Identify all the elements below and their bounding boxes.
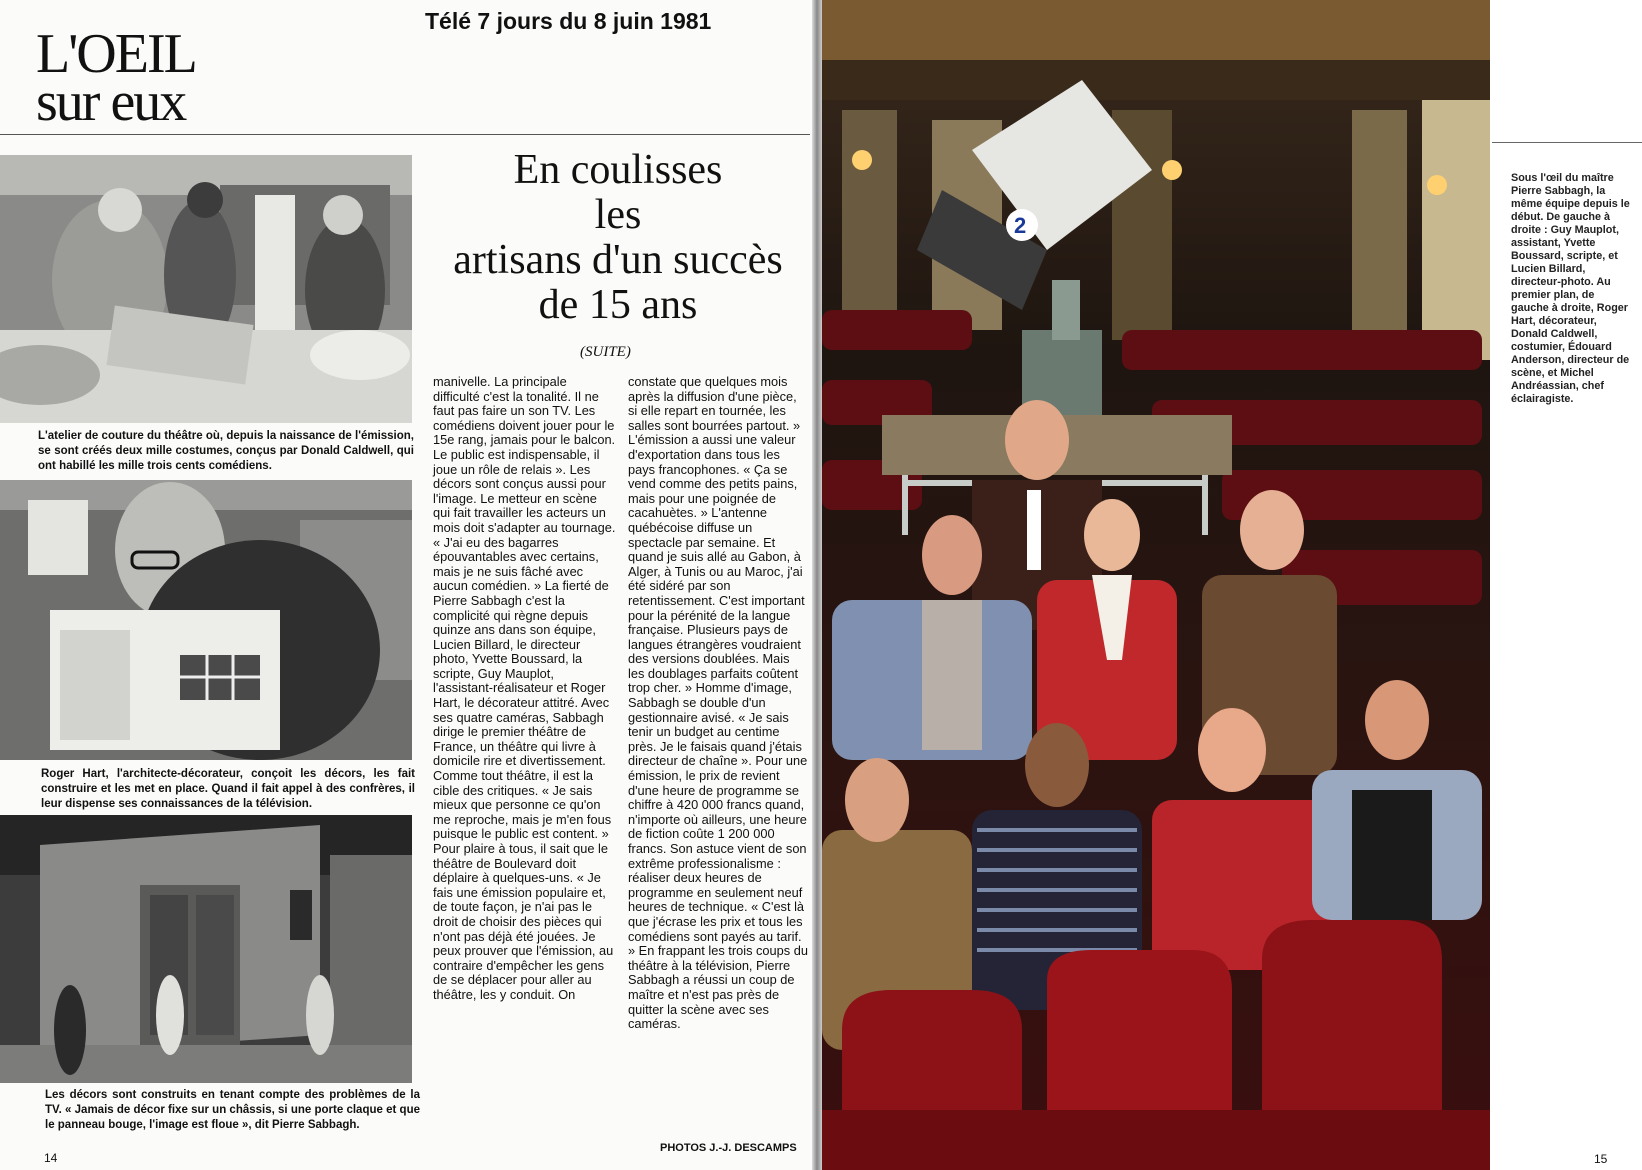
photo-set-construction	[0, 815, 412, 1083]
photo-sewing-workshop	[0, 155, 412, 423]
header-title: Télé 7 jours du 8 juin 1981	[425, 8, 712, 34]
photo-roger-hart-image	[0, 480, 412, 760]
photo-caption-sewing: L'atelier de couture du théâtre où, depuis la naissance de l'émission, se sont créés deux mille costumes, conçus par Donald Caldwell, qui ont habillé les mille trois cents comédiens.	[38, 430, 414, 472]
headline-line-1: En coulisses	[513, 147, 723, 193]
photo-caption-roger-hart: Roger Hart, l'architecte-décorateur, conçoit les décors, les fait construire et les met en place. Quand il fait appel à des confrères, il leur dispense ses connaissances de la télévision.	[41, 768, 415, 810]
header-rule	[0, 134, 810, 135]
side-caption-rule	[1492, 142, 1642, 143]
page-number-left: 14	[44, 1151, 58, 1165]
article-column-2: constate que quelques mois après la diffusion d'une pièce, si elle repart en tournée, les salles sont bourrées partout. » L'émission a aussi une valeur d'exportation dans tous les pays francophones. « Ça se vend comme des petits pains, mais pour une poignée de cacahuètes. » L'antenne québécoise diffuse un spectacle par semaine. Et quand je suis allé au Gabon, à Alger, à Tunis ou au Maroc, j'ai été sidéré par son retentissement. C'est important pour la pérénité de la langue française. Plusieurs pays de langues étrangères voudraient des versions doublées. Mais les doublages parfaits coûtent trop cher. » Homme d'image, Sabbagh se double d'un gestionnaire avisé. « Je sais tenir un budget au centime près. Je le faisais quand j'étais directeur de chaîne ». Pour une émission, le prix de revient d'une heure de programme se chiffre à 420 000 francs quand, n'importe où ailleurs, une heure de fiction coûte 1 200 000 francs. Son astuce vient de son extrême professionalisme : réaliser deux heures de programme en seulement neuf heures de technique. « C'est là que j'écrase les prix et tous les comédiens sont payés au tarif. » En frappant les trois coups du théâtre à la télévision, Pierre Sabbagh a réussi un coup de maître et n'est pas près de quitter la scène avec ses caméras.	[628, 374, 808, 1032]
headline-line-2: les	[594, 192, 642, 238]
photo-sewing-workshop-image	[0, 155, 412, 423]
article-headline	[418, 148, 818, 328]
photo-side-caption: Sous l'œil du maître Pierre Sabbagh, la même équipe depuis le début. De gauche à droite : Guy Mauplot, assistant, Yvette Boussard, scripte, et Lucien Billard, directeur-photo. Au premier plan, de gauche à droite, Roger Hart, décorateur, Donald Caldwell, costumier, Édouard Anderson, directeur de scène, et Michel Andréassian, chef éclairagiste.	[1511, 172, 1630, 405]
page-number-right: 15	[1594, 1152, 1608, 1166]
photo-set-construction-image	[0, 815, 412, 1083]
photo-team-in-theatre	[822, 0, 1490, 1170]
article-suite-label: (SUITE)	[580, 344, 631, 360]
photo-team-in-theatre-image	[822, 0, 1490, 1170]
photo-roger-hart	[0, 480, 412, 760]
photo-caption-set-construction: Les décors sont construits en tenant compte des problèmes de la TV. « Jamais de décor fixe sur un châssis, si une porte claque et que le panneau bouge, l'image est floue », dit Pierre Sabbagh.	[45, 1089, 420, 1131]
article-column-1: manivelle. La principale difficulté c'est la tonalité. Il ne faut pas faire un son TV. Les comédiens doivent jouer pour le 15e rang, jamais pour le balcon. Le public est indispensable, il joue un rôle de relais ». Les décors sont conçus aussi pour l'image. Le metteur en scène qui fait travailler les acteurs un mois doit s'adapter au tournage. « J'ai eu des bagarres épouvantables avec certains, mais je ne suis fâché avec aucun comédien. » La fierté de Pierre Sabbagh c'est la complicité qui règne depuis quinze ans dans son équipe, Lucien Billard, le directeur photo, Yvette Boussard, la scripte, Guy Mauplot, l'assistant-réalisateur et Roger Hart, le décorateur attitré. Avec ses quatre caméras, Sabbagh dirige le premier théâtre de France, un théâtre qui livre à domicile rire et divertissement. Comme tout théâtre, il est la cible des critiques. « Je sais mieux que personne ce qu'on me reproche, mais je m'en fous puisque le public est content. » Pour plaire à tous, il sait que le théâtre de Boulevard doit déplaire à quelques-uns. « Je fais une émission populaire et, de toute façon, je n'ai pas le droit de choisir des pièces qui n'ont pas déjà été jouées. Je peux prouver que l'émission, au contraire d'empêcher les gens de se déplacer pour aller au théâtre, les y conduit. On	[433, 374, 616, 1002]
headline-line-3: artisans d'un succès	[453, 237, 783, 283]
magazine-section-logo	[36, 23, 196, 133]
logo-line-2: sur eux	[36, 71, 186, 133]
headline-line-4: de 15 ans	[538, 282, 698, 328]
page-gutter	[812, 0, 822, 1170]
camera-channel-logo: 2	[1014, 213, 1027, 238]
logo-line-1: L'OEIL	[36, 23, 196, 85]
photo-credit: PHOTOS J.-J. DESCAMPS	[660, 1142, 797, 1154]
